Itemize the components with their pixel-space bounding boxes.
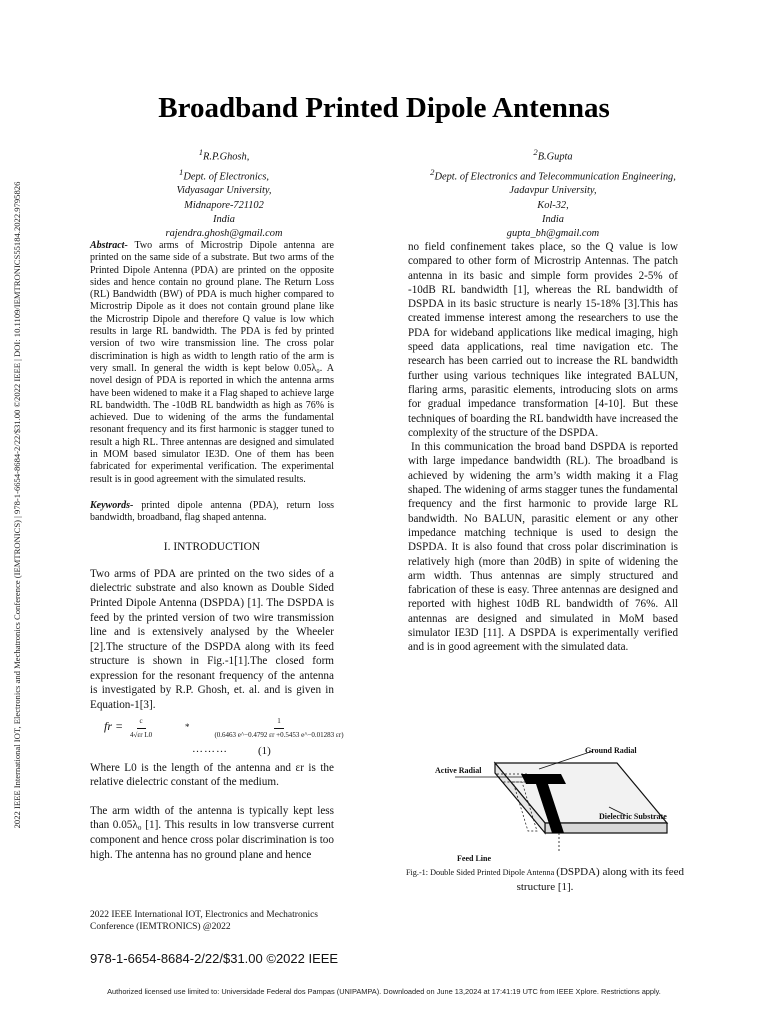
figure-caption-part-1: Fig.-1: Double Sided Printed Dipole Antenna xyxy=(405,868,557,877)
feed-line-label: Feed Line xyxy=(457,854,491,863)
abstract-label: Abstract- xyxy=(90,240,128,251)
author-email: rajendra.ghosh@gmail.com xyxy=(165,227,283,239)
equation-number: (1) xyxy=(258,744,271,757)
author-affil-line: Vidyasagar University, xyxy=(176,185,272,197)
doi-sidebar xyxy=(10,110,24,900)
equation-lhs: fr = xyxy=(104,718,124,733)
equation-fraction-2: $\frac{1}{(0.6463 e\^{}-0.4792 \varepsilon r +0.5453 e\^{}-0.01283 \varepsilon r)}$ xyxy=(214,716,344,739)
conference-footer: 2022 IEEE International IOT, Electronics and Mechatronics Conference (IEMTRONICS) @2022 xyxy=(90,910,319,932)
equation-fraction-1: $\frac{c}{\text{4√εr L0}}$ xyxy=(130,716,153,739)
author-affil-line: Midnapore-721102 xyxy=(184,199,264,211)
author-affil-line: Kol-32, xyxy=(537,199,569,211)
author-affil-line: India xyxy=(542,213,564,225)
abstract-text: Two arms of Microstrip Dipole antenna are printed on the same side of a substrate. But two arms of the Printed Dipole Antenna (PDA) are printed on the opposite sides and hence contain no ground plane. The Return Loss (RL) Bandwidth (BW) of PDA is much higher compared to Microstrip Dipole as it does not contain ground plane like the Microstrip Dipole and therefore Q value is low which results in large RL bandwidth. The PDA is fed by printed version of two wire transmission line. The cross polar discrimination is high as width to length ratio of the arm is very small. In general the width is kept below 0.05λ₀. A novel design of PDA is reported in which the antenna arms have been widened to make it a Flag shaped to achieve large RL bandwidth. The -10dB RL bandwidth as high as 76% is achieved. Due to widening of the arms the fundamental resonant frequency and its first harmonic is stagger tuned to result a high RL. Three antennas are designed and simulated in MOM based simulator IE3D. One of them has been fabricated for experimental verification. The experimental result is in good agreement with the simulated results. xyxy=(90,240,334,485)
paper-title: Broadband Printed Dipole Antennas xyxy=(158,92,610,124)
abstract xyxy=(90,240,334,486)
author-email: gupta_bh@gmail.com xyxy=(506,227,600,239)
equation-operator: * xyxy=(185,721,190,732)
author-affil-line: Jadavpur University, xyxy=(509,185,597,197)
right-column xyxy=(408,240,678,655)
keywords xyxy=(90,500,334,525)
intro-paragraph-2: The arm width of the antenna is typically kept less than 0.05λ₀ [1]. This results in low transverse current component and hence cross polar discrimination is too high. The antenna has no ground plane and hence xyxy=(90,804,334,861)
right-paragraph-2: In this communication the broad band DSPDA is reported with large impedance bandwidth (RL). The broadband is achieved by widening the arm’s width making it a Flag shaped. The widening of arms stagger tunes the fundamental frequency and the first harmonic to provide large RL bandwidth. No BALUN, parasitic element or any other impedance matching technique is used to design the DSPDA. It is also found that cross polar discrimination is relatively high (more than 20dB) in spite of widening the arm width. Thus antennas are simply structured and fabrication of these is easy. Three antennas are designed and reported with highest 10dB RL bandwidth of 76%. All antennas are designed and simulated in MoM based simulator IE3D [11]. A DSPDA is experimentally verified and is in good agreement with the simulated data. xyxy=(408,441,678,654)
dspda-figure xyxy=(435,745,675,865)
author-dept: $^1$Dept. of Electronics, xyxy=(179,166,269,183)
license-line: Authorized licensed use limited to: Universidade Federal dos Pampas (UNIPAMPA). Downloaded on June 13,2024 at 17:41:19 UTC from IEEE Xplore. Restrictions apply. xyxy=(107,987,661,996)
active-radial-label: Active Radial xyxy=(435,766,482,775)
author-name: $^1$R.P.Ghosh, xyxy=(198,147,250,163)
figure-caption xyxy=(400,865,690,894)
author-block-1 xyxy=(120,145,328,241)
where-paragraph: Where L0 is the length of the antenna and εr is the relative dielectric constant of the medium. xyxy=(90,761,334,789)
dielectric-substrate-label: Dielectric Substrate xyxy=(599,812,667,821)
author-name: $^2$B.Gupta xyxy=(533,147,573,163)
author-dept: $^2$Dept. of Electronics and Telecommunication Engineering, xyxy=(430,166,676,183)
left-column xyxy=(90,240,344,862)
keywords-label: Keywords- xyxy=(90,499,134,511)
intro-paragraph-1: Two arms of PDA are printed on the two sides of a dielectric substrate and also known as Double Sided Printed Dipole Antenna (DSPDA) [1]. The DSPDA is feed by the printed version of two wire transmission line and is extensively analysed by the Wheeler [2].The structure of the DSPDA along with its feed structure is shown in Fig.-1[1].The closed form expression for the resonant frequency of the antenna is investigated by R.P. Ghosh, et. al. and is given in Equation-1[3]. xyxy=(90,567,334,712)
figure-caption-part-2: (DSPDA) along with its feed structure [1]. xyxy=(516,866,685,893)
equation-dots: ……… xyxy=(192,742,228,755)
keywords-text: printed dipole antenna (PDA), return loss bandwidth, broadband, flag shaped antenna. xyxy=(90,499,334,524)
section-heading: I. INTRODUCTION xyxy=(163,540,261,553)
ground-radial-label: Ground Radial xyxy=(585,746,637,755)
doi-sidebar-text: 2022 IEEE International IOT, Electronics and Mechatronics Conference (IEMTRONICS) | 978-1-6654-8684-2/22/$31.00 ©2022 IEEE | DOI: 10.1109/IEMTRONICS55184.2022.9795826 xyxy=(12,181,22,829)
price-line: 978-1-6654-8684-2/22/$31.00 ©2022 IEEE xyxy=(90,951,339,966)
right-paragraph-1: no field confinement takes place, so the Q value is low compared to other form of Microstrip Antennas. The patch antenna in its basic and simple form provides 2-5% of -10dB RL bandwidth [1], whereas the RL bandwidth of DSPDA in its basic structure is nearly 15-18% [3].This has created immense interest among the researchers to use the PDA for wideband applications like medical imaging, high speed data applications, real time navigation etc. The research has been carried out to increase the RL bandwidth further using various techniques like integrated BALUN, flaring arms, parasitic elements, introducing slots on arms for gradual impedance transformation [4-10]. But these techniques of boarding the RL bandwidth have increased the complexity of the structure of the DSPDA. xyxy=(408,241,678,439)
equation-1 xyxy=(90,715,344,761)
author-block-2 xyxy=(398,145,708,241)
author-affil-line: India xyxy=(213,213,235,225)
